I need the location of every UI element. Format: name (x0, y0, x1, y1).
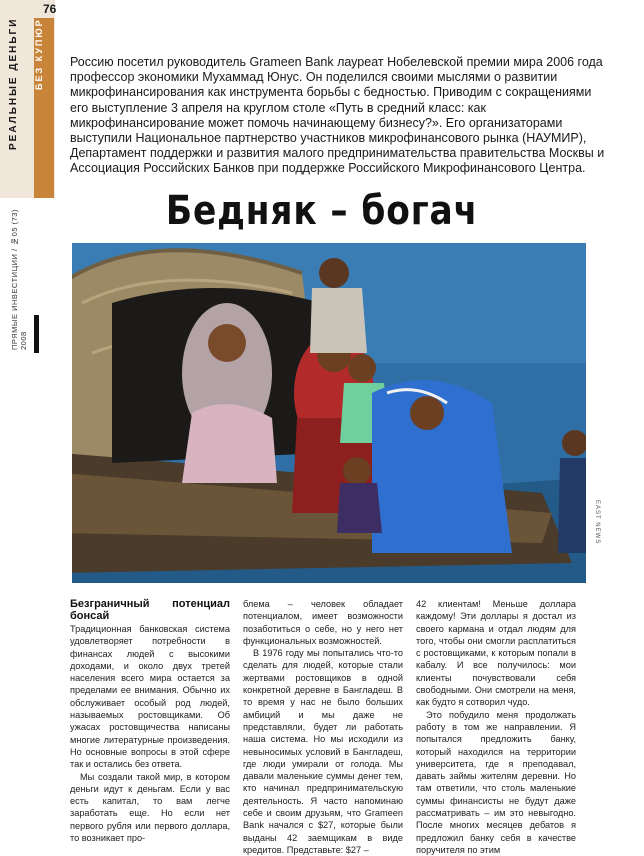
article-subheading: Безграничный потенциал бонсай (70, 598, 230, 622)
paragraph: Это побудило меня продолжать работу в том же направлении. Я попытался предложить банку, который находился на территории университета, где я преподавал, давать займы жителям деревни. Но там ответили, что столь маленькие суммы финансисты не будут даже рассматривать – им это невыгодно. После многих месяцев дебатов я предложил банку себя в качестве поручителя по этим (416, 709, 576, 855)
paragraph: 42 клиентам! Меньше доллара каждому! Эти доллары я достал из своего кармана и отдал людям для того, чтобы они смогли расплатиться с ростовщиками, к которым попали в кабалу. И все получилось: мои клиенты почувствовали себя свободными. Они смотрели на меня, как будто я сотворил чудо. (416, 599, 576, 708)
boat-family-illustration (72, 243, 586, 583)
page-number: 76 (43, 2, 57, 16)
paragraph: блема – человек обладает потенциалом, имеет возможности позаботиться о себе, но у него нет функциональных возможностей. (243, 599, 403, 646)
article-column-2 (243, 598, 403, 856)
section-tab-label: БЕЗ КУПЮР (34, 18, 44, 90)
paragraph: В 1976 году мы попытались что-то сделать для людей, которые стали жертвами ростовщиков в одной конкретной деревне в Бангладеш. В то время у нас не было больших амбиций и мы даже не представляли, будет ли работать наша система. Но мы исходили из невыносимых условий в Бангладеш, где люди умирали от голода. Мы давали маленькие суммы денег тем, кто начинал предпринимательскую деятельность. Я часто напоминаю себе и своим друзьям, что Grameen Bank начался с $27, которые были выданы 42 заемщикам в виде кредитов. Представьте: $27 – (243, 648, 403, 855)
article-column-1 (70, 598, 230, 844)
page-title: Бедняк – богач (165, 188, 479, 234)
journal-label: ПРЯМЫЕ ИНВЕСТИЦИИ / №05 (73) 2008 (10, 209, 28, 350)
intro-paragraph: Россию посетил руководитель Grameen Bank лауреат Нобелевской премии мира 2006 года профессор экономики Мухаммад Юнус. Он поделился своими мыслями о развитии микрофинансирования как инструмента борьбы с бедностью. Приводим с сокращениями его выступление 3 апреля на круглом столе «Путь в средний класс: как микрофинансирование может помочь начинающему бизнесу?». Его организаторами выступили Национальное партнерство участников микрофинансового рынка (НАУМИР), Департамент поддержки и развития малого предпринимательства правительства Москвы и Ассоциация Российских Банков при поддержке Российского Микрофинансового Центра. (70, 55, 605, 176)
photo-credit: EAST NEWS (594, 500, 600, 545)
paragraph: Мы создали такой мир, в котором деньги идут к деньгам. Если у вас есть капитал, то вам легче заработать еще. Но если нет первого рубля или первого доллара, то возникает про- (70, 771, 230, 844)
article-column-3 (416, 598, 576, 856)
section-label: РЕАЛЬНЫЕ ДЕНЬГИ (8, 18, 19, 151)
article-photo (72, 243, 586, 583)
sidebar-marker (34, 315, 39, 353)
paragraph: Традиционная банковская система удовлетворяет потребности в финансах людей с высокими доходами, и около двух третей населения всего мира остается за пределами ее внимания. Обычно их обслуживает особый род людей, называемых ростовщиками. Об ужасах ростовщичества написаны многие литературные произведения. Но основные вопросы в этой сфере так и остались без ответа. (70, 624, 230, 770)
